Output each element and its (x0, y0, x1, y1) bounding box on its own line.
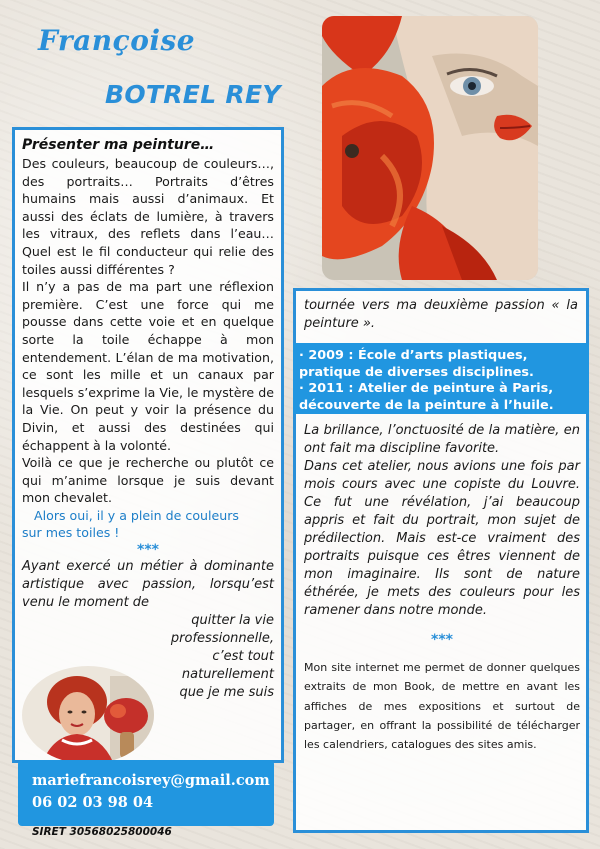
email-link[interactable]: mariefrancoisrey@gmail.com (32, 772, 270, 789)
first-name: Françoise (38, 24, 196, 57)
timeline-band (293, 343, 589, 414)
phone-number[interactable]: 06 02 03 98 04 (32, 794, 154, 811)
studio-box (293, 414, 589, 833)
presentation-panel (12, 127, 284, 763)
timeline-2009: · 2009 : École d’arts plastiques, pratique de diverses disciplines. (299, 348, 534, 380)
right-separator-stars: *** (431, 632, 453, 648)
last-name: BOTREL REY (105, 80, 281, 109)
paragraph-3: Voilà ce que je recherche ou plutôt ce qui m’anime lorsque je suis devant mon chevalet. (22, 455, 274, 506)
siret-number: SIRET 30568025800046 (32, 826, 172, 838)
career-line-5: que je me suis (179, 685, 274, 701)
colors-line-1: Alors oui, il y a plein de couleurs (34, 507, 239, 523)
brilliance-paragraph: La brillance, l’onctuosité de la matière, en ont fait ma discipline favorite. (304, 423, 580, 456)
passion-text: tournée vers ma deuxième passion « la peinture ». (304, 298, 578, 331)
career-intro: Ayant exercé un métier à dominante artistique avec passion, lorsqu’est venu le moment de (22, 559, 274, 611)
section-title: Présenter ma peinture… (22, 137, 215, 153)
colors-line-2: sur mes toiles ! (22, 525, 120, 541)
website-paragraph: Mon site internet me permet de donner quelques extraits de mon Book, de mettre en avant les affiches de mes expositions et surtout de partager, en offrant la possibilité de télécharger les calendriers, catalogues des sites amis. (304, 661, 580, 752)
studio-paragraph: Dans cet atelier, nous avions une fois par mois cours avec une copiste du Louvre. Ce fut une révélation, j’ai beaucoup appris et fait du portrait, mon sujet de prédilection. Mais est-ce vraiment des portraits puisque ces êtres viennent de mon imaginaire. Ils sont de nature éthérée, je mets des couleurs pour les ramener dans notre monde. (304, 459, 580, 618)
contact-box (18, 760, 274, 826)
passion-box (293, 288, 589, 345)
career-line-4: naturellement (181, 667, 274, 683)
paragraph-1: Des couleurs, beaucoup de couleurs…, des portraits… Portraits d’êtres humains mais aussi d’animaux. Et aussi des éclats de lumière, à travers les vitraux, des reflets dans l’eau… Quel est le fil conducteur qui relie des toiles aussi différentes ? (22, 156, 274, 277)
painting-image (322, 16, 538, 280)
separator-stars: *** (137, 542, 159, 559)
artist-photo (22, 666, 154, 764)
career-line-2: professionnelle, (170, 631, 274, 647)
career-line-1: quitter la vie (191, 613, 274, 629)
paragraph-2: Il n’y a pas de ma part une réflexion première. C’est une force qui me pousse dans cette voie et en quelque sorte la toile échappe à mon entendement. L’élan de ma motivation, ce sont les mille et un canaux par lesquels s’exprime la Vie, le mystère de la Vie. On peut y voir la présence du Divin, et aussi des destinées qui échappent à la volonté. (22, 279, 274, 453)
timeline-2011: · 2011 : Atelier de peinture à Paris, découverte de la peinture à l’huile. (299, 381, 554, 413)
career-line-3: c’est tout (212, 649, 274, 665)
